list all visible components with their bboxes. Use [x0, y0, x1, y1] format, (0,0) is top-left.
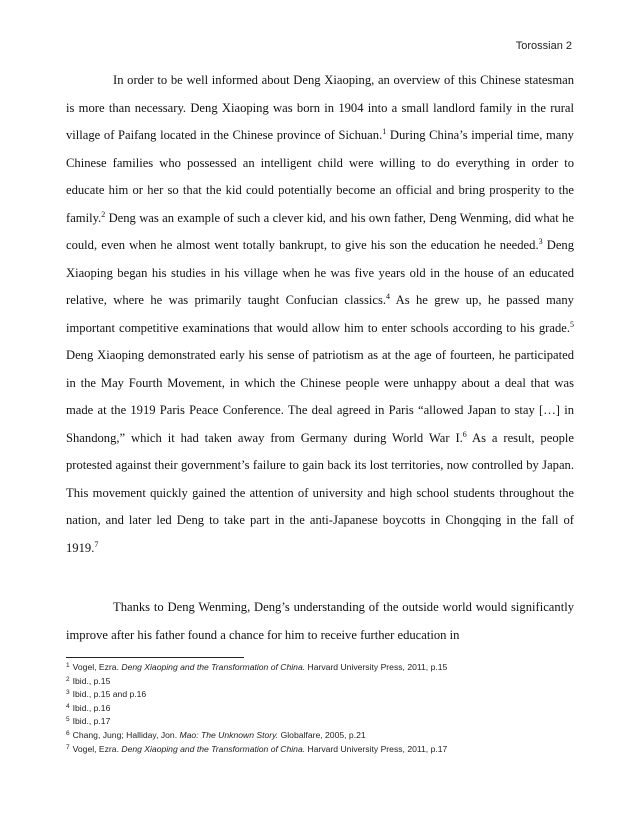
footnote-7: [66, 743, 586, 757]
footnote-ref-7[interactable]: 7: [94, 539, 99, 549]
footnote-number: 7: [66, 743, 70, 751]
footnote-author: Chang, Jung; Halliday, Jon.: [72, 729, 180, 740]
footnote-publisher: Harvard University Press, 2011, p.17: [305, 743, 448, 754]
footnote-text: Ibid., p.17: [72, 716, 111, 727]
paragraph-text: Thanks to Deng Wenming, Deng’s understanding of the outside world would significantly improve after his father found a chance for him to receive further education in: [66, 600, 574, 642]
footnote-ref-3[interactable]: 3: [538, 237, 543, 246]
footnote-6: [66, 729, 586, 743]
text-run: Deng was an example of such a clever kid, and his own father, Deng Wenming, did what he could, even when he almost went totally bankrupt, to give his son the education he needed.: [66, 210, 574, 252]
text-run: During China’s imperial time, many Chinese families who possessed an intelligent child were willing to do everything in order to educate him or her so that the kid could potentially become an official and bring prosperity to the family.: [66, 128, 574, 225]
footnote-number: 1: [66, 662, 70, 669]
footnote-ref-6[interactable]: 6: [462, 429, 467, 439]
footnote-text: Ibid., p.15 and p.16: [72, 689, 147, 700]
body-paragraph-2: [66, 594, 574, 649]
footnote-4: [66, 702, 586, 716]
footnote-5: [66, 715, 586, 729]
footnote-2: [66, 675, 586, 689]
footnote-number: 3: [66, 689, 70, 697]
running-head: Torossian 2: [515, 40, 572, 52]
footnote-author: Vogel, Ezra.: [72, 743, 122, 754]
text-run: As he grew up, he passed many important competitive examinations that would allow him to enter schools according to his grade.: [66, 293, 574, 335]
text-run: Deng Xiaoping demonstrated early his sense of patriotism as at the age of fourteen, he participated in the May Fourth Movement, in which the Chinese people were unhappy about a deal that was made at the 1919 Paris Peace Conference. The deal agreed in Paris “allowed Japan to stay […] in Shandong,” which it had taken away from Germany during World War I.: [66, 348, 574, 445]
text-run: As a result, people protested against their government’s failure to gain back its lost territories, now controlled by Japan. This movement quickly gained the attention of university and high school students throughout the nation, and later led Deng to take part in the anti-Japanese boycotts in Chongqing in the fall of 1919.: [66, 430, 574, 555]
footnote-text: Ibid., p.16: [72, 702, 111, 713]
footnote-title: Deng Xiaoping and the Transformation of China.: [121, 662, 306, 672]
footnote-text: Ibid., p.15: [72, 675, 111, 686]
footnotes-section: [66, 661, 586, 756]
paragraph-text: [66, 67, 574, 562]
footnote-ref-5[interactable]: 5: [570, 319, 574, 329]
text-run: In order to be well informed about Deng Xiaoping, an overview of this Chinese statesman is more than necessary. Deng Xiaoping was born in 1904 into a small landlord family in the rural village of Paifang located in the Chinese province of Sichuan.: [66, 73, 574, 142]
footnote-publisher: Harvard University Press, 2011, p.15: [305, 662, 448, 672]
footnote-number: 4: [66, 702, 70, 710]
footnote-author: Vogel, Ezra.: [72, 662, 122, 672]
footnote-number: 5: [66, 716, 70, 724]
footnote-3: [66, 688, 586, 702]
footnote-ref-1[interactable]: 1: [382, 127, 387, 136]
footnote-number: 2: [66, 675, 70, 683]
footnote-1: [66, 661, 586, 675]
text-run: Deng Xiaoping began his studies in his village when he was five years old in the house of an educated relative, where he was primarily taught Confucian classics.: [66, 238, 574, 307]
footnote-title: Deng Xiaoping and the Transformation of China.: [121, 743, 306, 754]
footnote-publisher: Globalfare, 2005, p.21: [278, 729, 366, 740]
body-paragraph-1: [66, 67, 574, 562]
footnote-title: Mao: The Unknown Story.: [179, 729, 279, 740]
footnote-ref-2[interactable]: 2: [101, 209, 106, 219]
footnote-separator: [66, 657, 244, 658]
footnote-number: 6: [66, 729, 70, 737]
footnote-ref-4[interactable]: 4: [386, 292, 390, 301]
